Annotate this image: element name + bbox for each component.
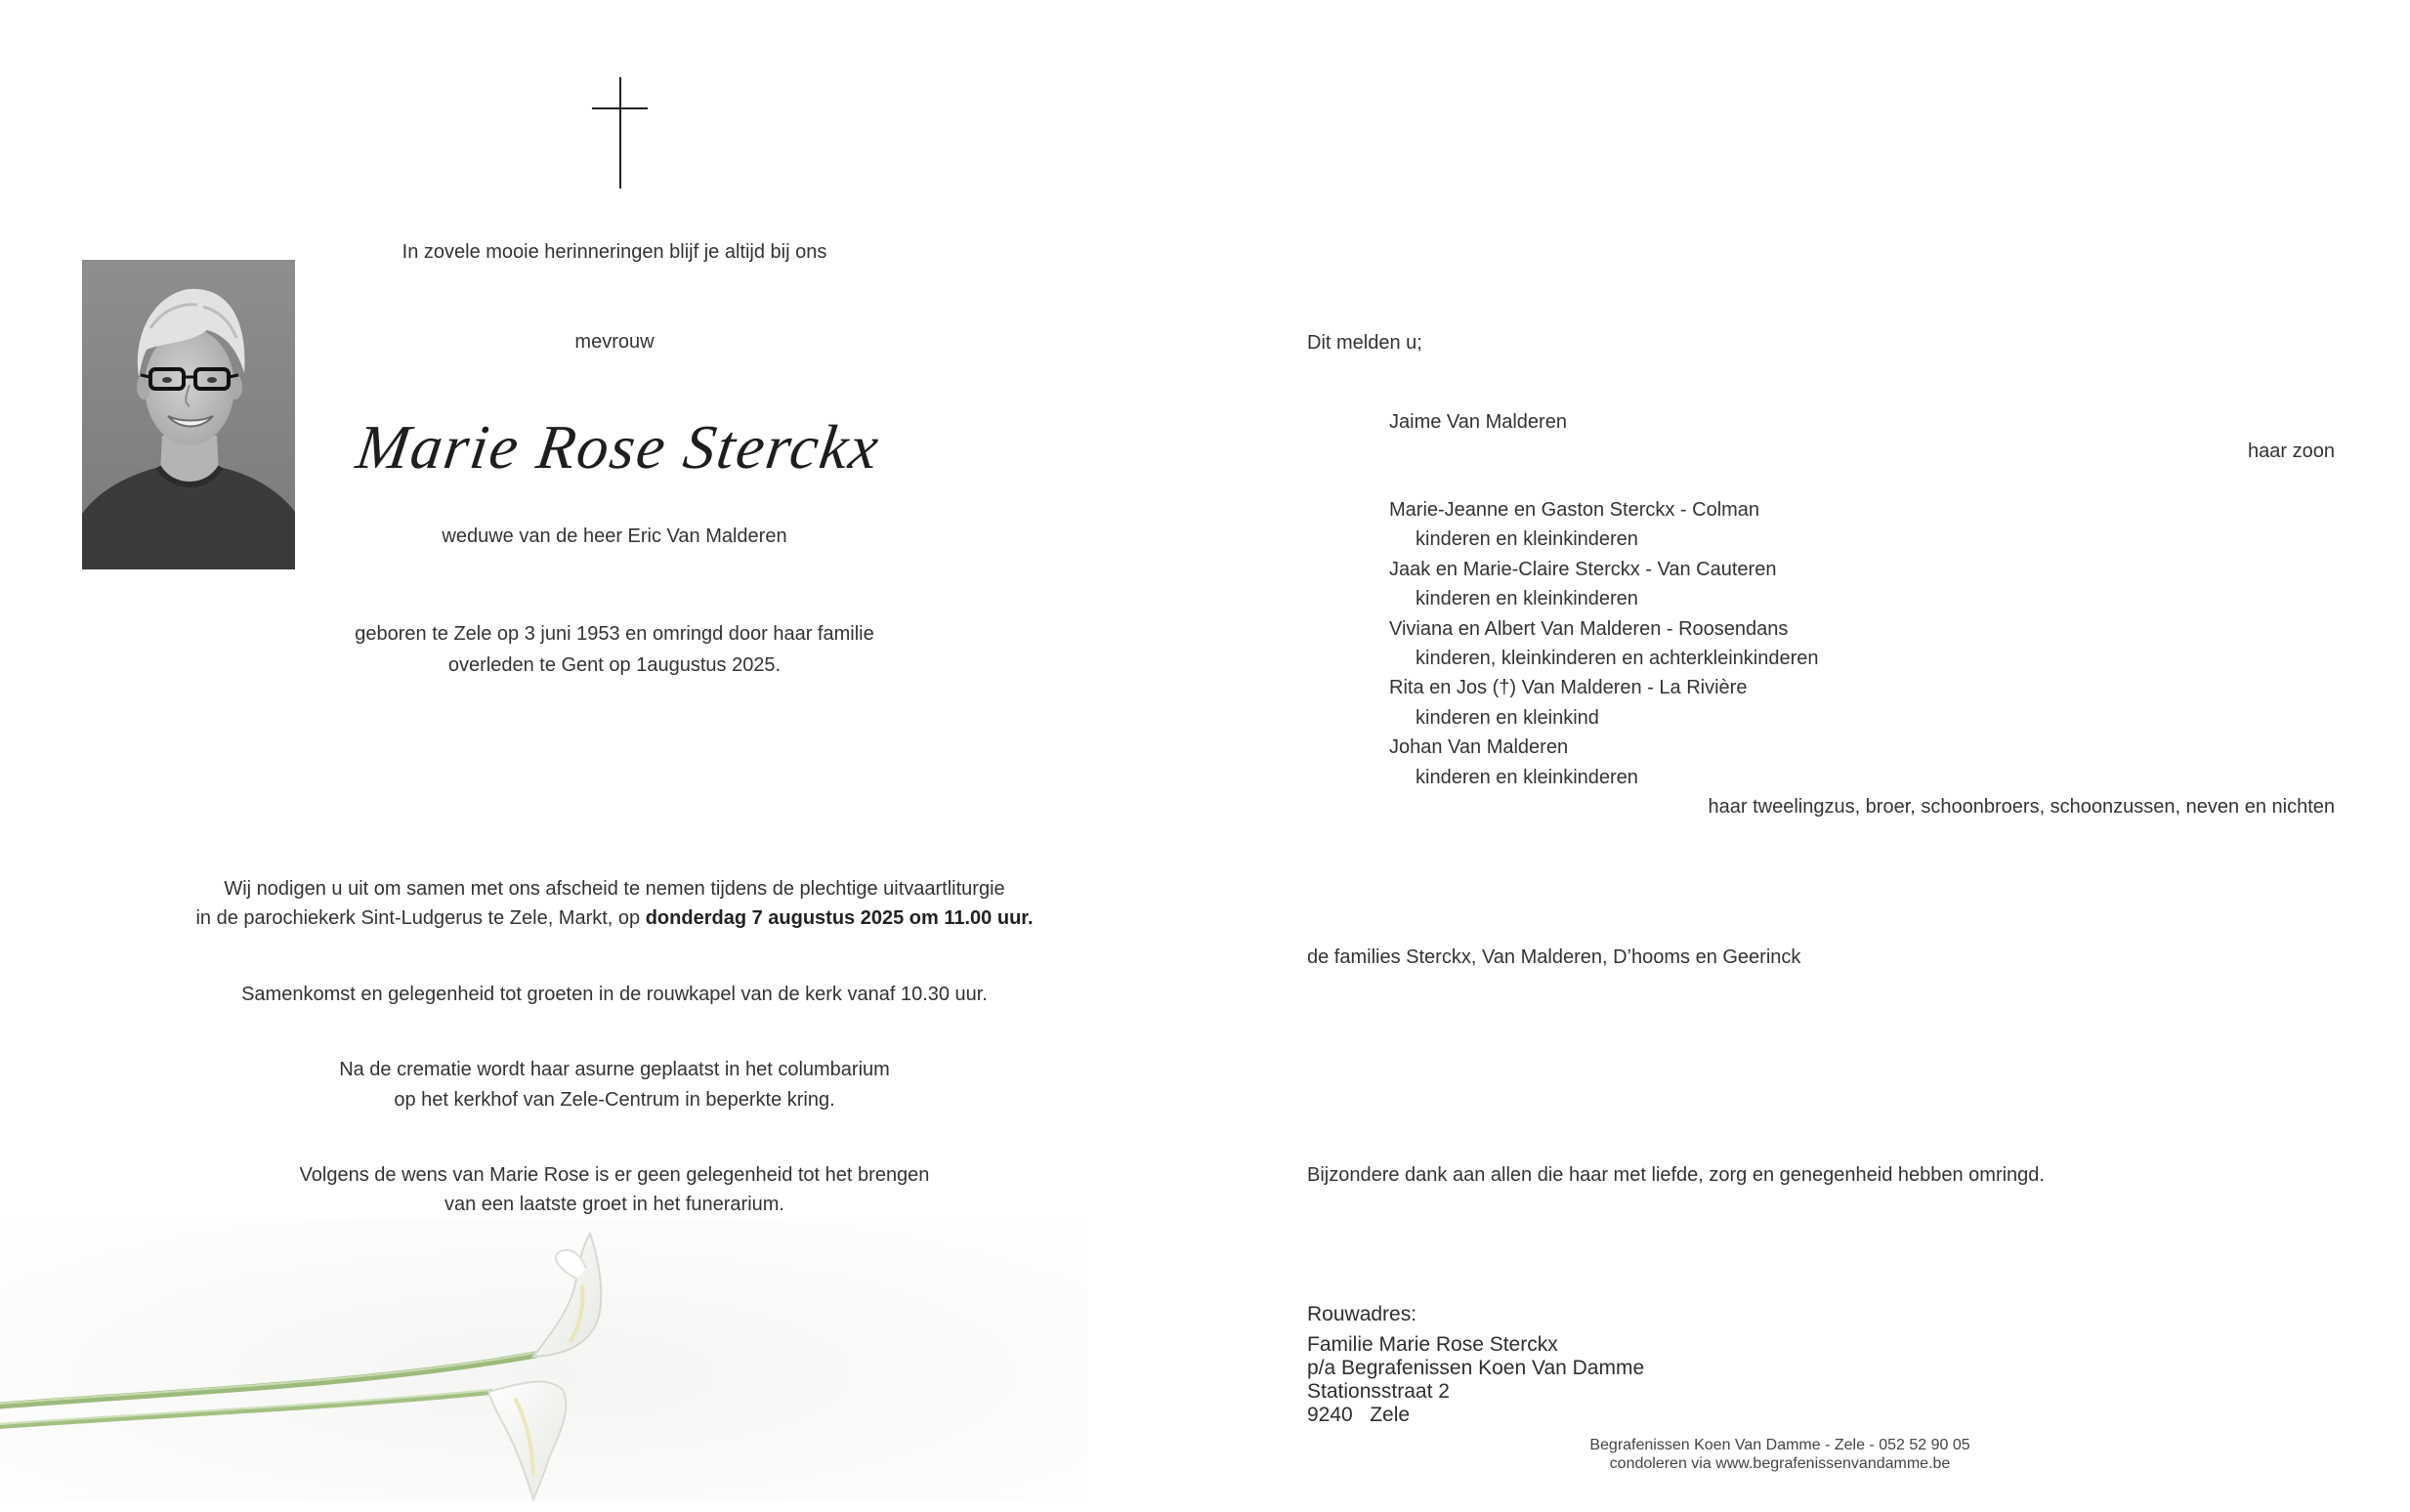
siblings-relation: haar tweelingzus, broer, schoonbroers, schoonzussen, neven en nichten (1708, 796, 2335, 818)
honorific-title: mevrouw (574, 331, 655, 353)
invitation-date-time: donderdag 7 augustus 2025 om 11.00 uur. (645, 907, 1034, 929)
family-names: Jaak en Marie-Claire Sterckx - Van Cauteren (1389, 558, 1777, 580)
death-line: overleden te Gent op 1augustus 2025. (447, 654, 782, 676)
son-name: Jaime Van Malderen (1389, 411, 1567, 433)
address-line: Stationsstraat 2 (1307, 1380, 1450, 1403)
address-label: Rouwadres: (1307, 1303, 1417, 1325)
cremation-line-1: Na de crematie wordt haar asurne geplaatst in het columbarium (339, 1059, 890, 1080)
funeral-home-footer (1487, 1436, 2073, 1473)
address-line: Familie Marie Rose Sterckx (1307, 1333, 1558, 1356)
family-descendants: kinderen en kleinkinderen (1416, 528, 1638, 551)
family-descendants: kinderen en kleinkind (1416, 706, 1599, 729)
family-descendants: kinderen en kleinkinderen (1416, 588, 1638, 610)
invitation-location: in de parochiekerk Sint-Ludgerus te Zele, Markt, op (195, 907, 646, 929)
condolence-website: condoleren via www.begrafenissenvandamme.be (1609, 1455, 1951, 1472)
funeral-home-contact: Begrafenissen Koen Van Damme - Zele - 052 52 90 05 (1589, 1437, 1970, 1453)
thanks-line: Bijzondere dank aan allen die haar met liefde, zorg en genegenheid hebben omringd. (1307, 1164, 2045, 1186)
widow-line: weduwe van de heer Eric Van Malderen (442, 525, 787, 547)
family-names: Johan Van Malderen (1389, 736, 1569, 759)
son-relation: haar zoon (2248, 441, 2335, 462)
birth-line: geboren te Zele op 3 juni 1953 en omringd door haar familie (355, 623, 874, 645)
cross-icon (586, 73, 655, 195)
wish-line-1: Volgens de wens van Marie Rose is er geen gelegenheid tot het brengen (299, 1164, 930, 1186)
family-list (1389, 495, 1818, 792)
announcement-intro: Dit melden u; (1307, 332, 1422, 354)
family-descendants: kinderen en kleinkinderen (1416, 766, 1638, 788)
address-line: 9240 Zele (1307, 1404, 1411, 1426)
cremation-line-2: op het kerkhof van Zele-Centrum in beperkte kring. (394, 1089, 835, 1111)
mourning-address (1307, 1333, 1644, 1427)
family-names: Viviana en Albert Van Malderen - Roosendans (1389, 617, 1789, 640)
family-names: Marie-Jeanne en Gaston Sterckx - Colman (1389, 499, 1760, 521)
family-descendants: kinderen, kleinkinderen en achterkleinkinderen (1416, 648, 1819, 670)
motto: In zovele mooie herinneringen blijf je altijd bij ons (402, 241, 827, 263)
wish-line-2: van een laatste groet in het funerarium. (444, 1194, 784, 1215)
gathering-line: Samenkomst en gelegenheid tot groeten in de rouwkapel van de kerk vanaf 10.30 uur. (241, 984, 988, 1005)
calla-lily-illustration (0, 1218, 1087, 1501)
family-names: Rita en Jos (†) Van Malderen - La Rivière (1389, 677, 1748, 699)
deceased-name-signature: Marie Rose Sterckx (352, 412, 885, 482)
invitation-line-2 (77, 903, 1152, 933)
families-line: de families Sterckx, Van Malderen, D’hooms en Geerinck (1307, 946, 1801, 968)
invitation-line-1: Wij nodigen u uit om samen met ons afscheid te nemen tijdens de plechtige uitvaartliturgie (224, 878, 1005, 900)
address-line: p/a Begrafenissen Koen Van Damme (1307, 1357, 1645, 1379)
